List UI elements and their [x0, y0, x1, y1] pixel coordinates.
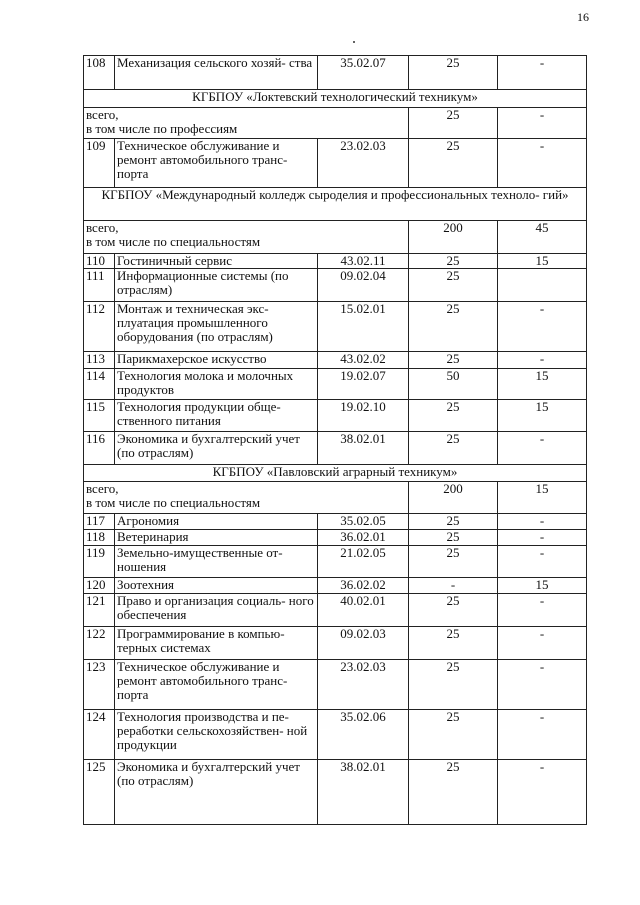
row-number: 108 [84, 56, 115, 90]
specialty-code: 36.02.01 [318, 530, 409, 546]
total-label-line2: в том числе по профессиям [86, 121, 238, 136]
value-2: 15 [498, 254, 587, 269]
institution-header-row [84, 465, 587, 482]
specialty-code: 43.02.11 [318, 254, 409, 269]
specialty-name: Технология продукции обще- ственного питания [115, 400, 318, 432]
row-number: 121 [84, 594, 115, 627]
total-value-1: 25 [409, 108, 498, 139]
value-2: - [498, 760, 587, 825]
value-1: 25 [409, 302, 498, 352]
value-2: - [498, 530, 587, 546]
total-label-line2: в том числе по специальностям [86, 495, 261, 510]
stray-dot [353, 41, 355, 43]
total-label [84, 108, 409, 139]
specialty-name: Ветеринария [115, 530, 318, 546]
specialty-code: 21.02.05 [318, 546, 409, 578]
specialty-code: 09.02.03 [318, 627, 409, 660]
table-row [84, 594, 587, 627]
specialty-name: Техническое обслуживание и ремонт автомобильного транс- порта [115, 660, 318, 710]
specialties-table [83, 55, 587, 825]
row-number: 116 [84, 432, 115, 465]
specialty-code: 36.02.02 [318, 578, 409, 594]
total-label [84, 482, 409, 514]
specialty-code: 23.02.03 [318, 660, 409, 710]
specialty-name: Парикмахерское искусство [115, 352, 318, 369]
table-row [84, 760, 587, 825]
value-2: - [498, 710, 587, 760]
value-2: - [498, 302, 587, 352]
specialty-name: Право и организация социаль- ного обеспечения [115, 594, 318, 627]
total-label-line1: всего, [86, 107, 119, 122]
row-number: 110 [84, 254, 115, 269]
row-number: 124 [84, 710, 115, 760]
specialty-code: 38.02.01 [318, 432, 409, 465]
value-1: 25 [409, 660, 498, 710]
row-number: 118 [84, 530, 115, 546]
value-1: 25 [409, 546, 498, 578]
value-1: 25 [409, 530, 498, 546]
table-row [84, 710, 587, 760]
value-2: - [498, 627, 587, 660]
page-number: 16 [577, 10, 589, 24]
specialty-name: Техническое обслуживание и ремонт автомобильного транс- порта [115, 139, 318, 188]
table-row [84, 269, 587, 302]
value-2: - [498, 352, 587, 369]
table-row [84, 660, 587, 710]
specialty-name: Агрономия [115, 514, 318, 530]
value-1: - [409, 578, 498, 594]
row-number: 113 [84, 352, 115, 369]
row-number: 117 [84, 514, 115, 530]
row-number: 111 [84, 269, 115, 302]
value-2: 15 [498, 400, 587, 432]
total-row [84, 482, 587, 514]
specialty-code: 35.02.05 [318, 514, 409, 530]
table-row [84, 400, 587, 432]
institution-name: КГБПОУ «Локтевский технологический техникум» [84, 90, 587, 108]
total-value-1: 200 [409, 482, 498, 514]
value-2: - [498, 56, 587, 90]
row-number: 115 [84, 400, 115, 432]
specialty-code: 19.02.07 [318, 369, 409, 400]
institution-name: КГБПОУ «Международный колледж сыроделия и профессиональных техноло- гий» [84, 188, 587, 221]
total-row [84, 108, 587, 139]
value-1: 25 [409, 400, 498, 432]
row-number: 109 [84, 139, 115, 188]
table-row [84, 369, 587, 400]
specialty-code: 35.02.06 [318, 710, 409, 760]
specialty-name: Гостиничный сервис [115, 254, 318, 269]
specialty-name: Зоотехния [115, 578, 318, 594]
table-row [84, 627, 587, 660]
value-1: 25 [409, 139, 498, 188]
total-value-2: 45 [498, 221, 587, 254]
value-1: 25 [409, 627, 498, 660]
institution-header-row [84, 90, 587, 108]
value-1: 25 [409, 56, 498, 90]
table-row [84, 56, 587, 90]
specialty-code: 23.02.03 [318, 139, 409, 188]
value-2: - [498, 139, 587, 188]
table-row [84, 139, 587, 188]
specialty-name: Информационные системы (по отраслям) [115, 269, 318, 302]
total-value-1: 200 [409, 221, 498, 254]
row-number: 122 [84, 627, 115, 660]
specialty-name: Экономика и бухгалтерский учет (по отраслям) [115, 760, 318, 825]
table-row [84, 530, 587, 546]
total-value-2: 15 [498, 482, 587, 514]
specialty-name: Технология молока и молочных продуктов [115, 369, 318, 400]
value-2: 15 [498, 578, 587, 594]
value-2: - [498, 660, 587, 710]
value-1: 25 [409, 710, 498, 760]
specialty-code: 38.02.01 [318, 760, 409, 825]
value-1: 25 [409, 594, 498, 627]
row-number: 123 [84, 660, 115, 710]
total-label-line1: всего, [86, 220, 119, 235]
specialty-name: Технология производства и пе- реработки сельскохозяйствен- ной продукции [115, 710, 318, 760]
specialty-code: 40.02.01 [318, 594, 409, 627]
specialty-code: 35.02.07 [318, 56, 409, 90]
row-number: 114 [84, 369, 115, 400]
value-1: 50 [409, 369, 498, 400]
specialty-code: 09.02.04 [318, 269, 409, 302]
specialty-code: 15.02.01 [318, 302, 409, 352]
value-2: - [498, 594, 587, 627]
value-1: 25 [409, 432, 498, 465]
row-number: 119 [84, 546, 115, 578]
specialty-name: Земельно-имущественные от- ношения [115, 546, 318, 578]
specialty-name: Программирование в компью- терных системах [115, 627, 318, 660]
table-row [84, 514, 587, 530]
specialty-code: 43.02.02 [318, 352, 409, 369]
table-row [84, 302, 587, 352]
specialty-name: Экономика и бухгалтерский учет (по отраслям) [115, 432, 318, 465]
institution-name: КГБПОУ «Павловский аграрный техникум» [84, 465, 587, 482]
value-2: - [498, 514, 587, 530]
total-row [84, 221, 587, 254]
value-1: 25 [409, 269, 498, 302]
value-1: 25 [409, 514, 498, 530]
specialty-name: Механизация сельского хозяй- ства [115, 56, 318, 90]
value-2: 15 [498, 369, 587, 400]
row-number: 125 [84, 760, 115, 825]
table-row [84, 352, 587, 369]
table-row [84, 432, 587, 465]
row-number: 120 [84, 578, 115, 594]
table-row [84, 578, 587, 594]
total-label [84, 221, 409, 254]
specialty-name: Монтаж и техническая экс- плуатация промышленного оборудования (по отраслям) [115, 302, 318, 352]
row-number: 112 [84, 302, 115, 352]
specialty-code: 19.02.10 [318, 400, 409, 432]
value-1: 25 [409, 352, 498, 369]
institution-header-row [84, 188, 587, 221]
table-row [84, 546, 587, 578]
value-2: - [498, 432, 587, 465]
value-1: 25 [409, 760, 498, 825]
value-1: 25 [409, 254, 498, 269]
table-row [84, 254, 587, 269]
total-label-line1: всего, [86, 481, 119, 496]
value-2: - [498, 546, 587, 578]
total-label-line2: в том числе по специальностям [86, 234, 261, 249]
total-value-2: - [498, 108, 587, 139]
value-2 [498, 269, 587, 302]
